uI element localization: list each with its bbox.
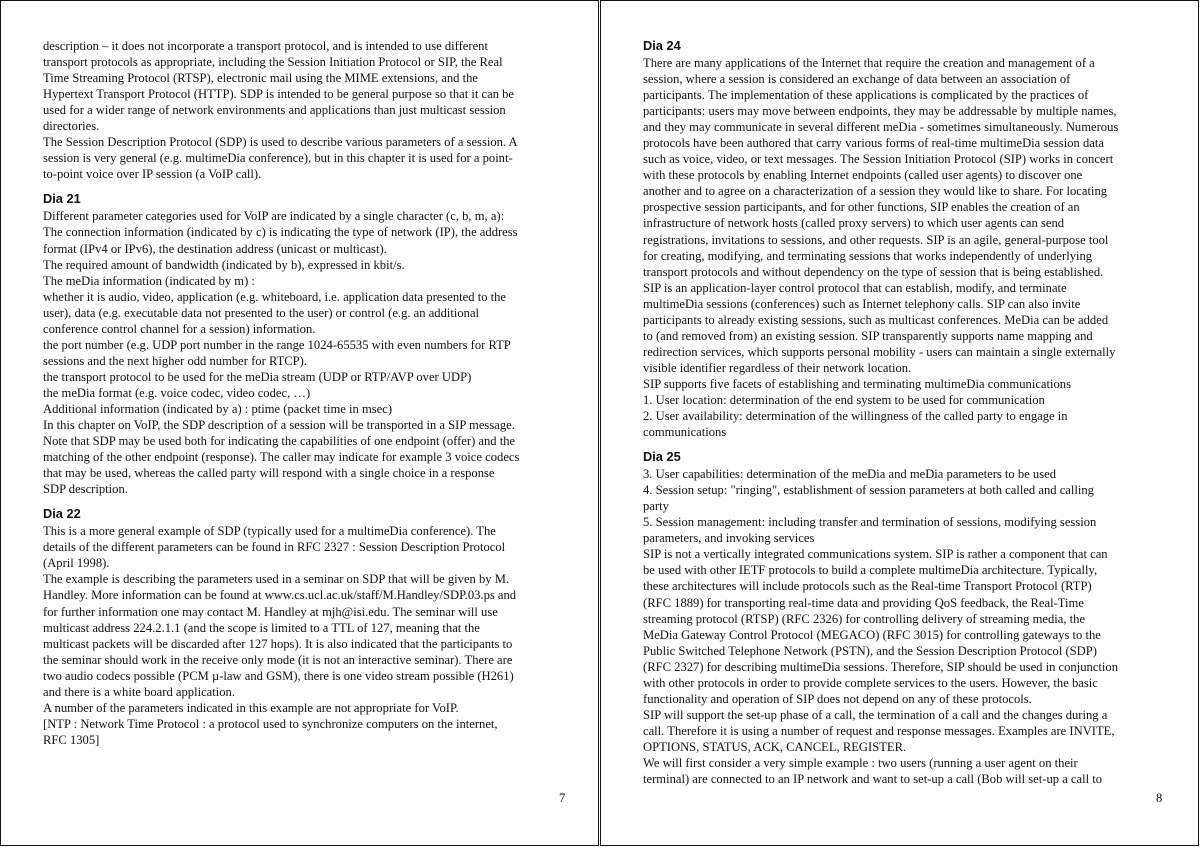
- text-line: SIP supports five facets of establishing and terminating multimeDia communications: [643, 376, 1071, 391]
- text-line: (April 1998).: [43, 556, 110, 571]
- section-heading: Dia 22: [43, 506, 81, 522]
- text-line: matching of the other endpoint (response). The caller may indicate for example 3 voice codecs: [43, 450, 520, 465]
- text-line: OPTIONS, STATUS, ACK, CANCEL, REGISTER.: [643, 739, 907, 754]
- text-line: participants: users may move between endpoints, they may be addressable by multiple names,: [643, 104, 1117, 119]
- text-line: used for a wider range of network environments and applications than just multicast session: [43, 103, 506, 118]
- text-line: terminal) are connected to an IP network and want to set-up a call (Bob will set-up a call to: [643, 772, 1103, 787]
- text-line: and there is a white board application.: [43, 684, 235, 699]
- section-heading: Dia 25: [643, 449, 681, 465]
- text-line: description – it does not incorporate a transport protocol, and is intended to use different: [43, 39, 488, 53]
- text-line: party: [643, 499, 669, 514]
- text-line: that may be used, whereas the called party will respond with a single choice in a response: [43, 466, 495, 481]
- text-line: call. Therefore it is using a number of request and response messages. Examples are INVITE,: [643, 723, 1115, 738]
- text-line: format (IPv4 or IPv6), the destination address (unicast or multicast).: [43, 241, 387, 256]
- text-line: The meDia information (indicated by m) :: [43, 273, 255, 288]
- text-line: functionality and operation of SIP does not depend on any of these protocols.: [643, 691, 1032, 706]
- text-line: 4. Session setup: "ringing", establishment of session parameters at both called and calling: [643, 483, 1094, 498]
- text-line: The example is describing the parameters used in a seminar on SDP that will be given by M.: [43, 572, 510, 587]
- text-line: A number of the parameters indicated in this example are not appropriate for VoIP.: [43, 700, 459, 715]
- text-line: Public Switched Telephone Network (PSTN), and the Session Description Protocol (SDP): [643, 643, 1097, 658]
- paragraph: [43, 38, 568, 182]
- text-line: registrations, invitations to sessions, and other requests. SIP is an agile, general-purpose tool: [643, 232, 1109, 247]
- text-line: two audio codecs possible (PCM µ-law and GSM), there is one video stream possible (H261): [43, 668, 514, 683]
- text-line: The required amount of bandwidth (indicated by b), expressed in kbit/s.: [43, 257, 405, 272]
- text-line: Time Streaming Protocol (RTSP), electronic mail using the MIME extensions, and the: [43, 71, 478, 86]
- text-line: visible identifier regardless of their network location.: [643, 360, 912, 375]
- text-line: whether it is audio, video, application (e.g. whiteboard, i.e. application data presented to the: [43, 289, 507, 304]
- text-line: transport protocols as appropriate, including the Session Initiation Protocol or SIP, the Real: [43, 55, 503, 70]
- text-line: redirection services, which supports personal mobility - users can maintain a single externally: [643, 344, 1116, 359]
- paragraph: [643, 466, 1169, 787]
- text-line: the port number (e.g. UDP port number in the range 1024-65535 with even numbers for RTP: [43, 337, 511, 352]
- text-line: such as voice, video, or text messages. The Session Initiation Protocol (SIP) works in concert: [643, 152, 1114, 167]
- text-line: multicast packets will be discarded after 127 hops). It is also indicated that the participants to: [43, 636, 513, 651]
- page-number: 7: [559, 791, 566, 805]
- text-line: The Session Description Protocol (SDP) is used to describe various parameters of a session. A: [43, 135, 518, 150]
- text-line: (RFC 2327) for describing multimeDia sessions. Therefore, SIP should be used in conjunction: [643, 659, 1119, 674]
- text-line: We will first consider a very simple example : two users (running a user agent on their: [643, 755, 1078, 770]
- text-line: SIP is an application-layer control protocol that can establish, modify, and terminate: [643, 280, 1067, 295]
- text-line: directories.: [43, 119, 100, 134]
- text-line: 3. User capabilities: determination of the meDia and meDia parameters to be used: [643, 467, 1056, 482]
- left-page: [0, 0, 599, 846]
- text-line: for further information one may contact M. Handley at mjh@isi.edu. The seminar will use: [43, 604, 498, 619]
- text-line: protocols have been authored that carry various forms of real-time multimeDia session data: [643, 136, 1104, 151]
- text-line: with these protocols by enabling Internet endpoints (called user agents) to discover one: [643, 168, 1083, 183]
- text-line: Handley. More information can be found at www.cs.ucl.ac.uk/staff/M.Handley/SDP.03.ps and: [43, 588, 517, 603]
- text-line: In this chapter on VoIP, the SDP description of a session will be transported in a SIP message.: [43, 418, 515, 433]
- text-line: Different parameter categories used for VoIP are indicated by a single character (c, b, m, a):: [43, 209, 505, 224]
- text-line: with other protocols in order to provide complete services to the users. However, the basic: [643, 675, 1098, 690]
- text-line: the meDia format (e.g. voice codec, video codec, …): [43, 385, 311, 400]
- text-line: user), data (e.g. executable data not presented to the user) or control (e.g. an additional: [43, 305, 480, 320]
- text-line: session is very general (e.g. multimeDia conference), but in this chapter it is used for a point-: [43, 151, 513, 166]
- text-line: 1. User location: determination of the end system to be used for communication: [643, 392, 1045, 407]
- text-line: RFC 1305]: [43, 732, 100, 747]
- page-number: 8: [1156, 791, 1163, 805]
- paragraph: [43, 208, 568, 497]
- paragraph: [643, 55, 1169, 440]
- text-line: 5. Session management: including transfer and termination of sessions, modifying session: [643, 515, 1097, 530]
- text-line: 2. User availability: determination of the willingness of the called party to engage in: [643, 409, 1068, 424]
- text-line: sessions and the next higher odd number for RTCP).: [43, 353, 308, 368]
- text-line: multicast address 224.2.1.1 (and the scope is limited to a TTL of 127, meaning that the: [43, 620, 480, 635]
- section-heading: Dia 21: [43, 191, 81, 207]
- text-line: conference control channel for a session) information.: [43, 321, 316, 336]
- text-line: [NTP : Network Time Protocol : a protocol used to synchronize computers on the internet,: [43, 716, 498, 731]
- text-line: Hypertext Transport Protocol (HTTP). SDP is intended to be general purpose so that it can be: [43, 87, 515, 102]
- right-page: [600, 0, 1199, 846]
- text-line: prospective session participants, and for other functions, SIP enables the creation of an: [643, 200, 1080, 215]
- left-page-text: [43, 38, 568, 748]
- text-line: SIP is not a vertically integrated communications system. SIP is rather a component that can: [643, 547, 1108, 562]
- text-line: infrastructure of network hosts (called proxy servers) to which user agents can send: [643, 216, 1065, 231]
- text-line: to-point voice over IP session (a VoIP call).: [43, 167, 262, 182]
- text-line: parameters, and invoking services: [643, 531, 815, 546]
- text-line: SDP description.: [43, 482, 128, 497]
- right-page-text: [643, 38, 1169, 787]
- text-line: participants. The implementation of these applications is complicated by the practices of: [643, 88, 1089, 103]
- text-line: Additional information (indicated by a) : ptime (packet time in msec): [43, 401, 393, 416]
- paragraph: [43, 523, 568, 748]
- text-line: transport protocols and without dependency on the type of session that is being established.: [643, 264, 1104, 279]
- text-line: Note that SDP may be used both for indicating the capabilities of one endpoint (offer) and the: [43, 434, 516, 449]
- text-line: streaming protocol (RTSP) (RFC 2326) for controlling delivery of streaming media, the: [643, 611, 1086, 626]
- text-line: participants to already existing sessions, such as multicast conferences. MeDia can be added: [643, 312, 1109, 327]
- text-line: SIP will support the set-up phase of a call, the termination of a call and the changes during a: [643, 707, 1108, 722]
- text-line: to (and removed from) an existing session. SIP transparently supports name mapping and: [643, 328, 1093, 343]
- text-line: session, where a session is considered an exchange of data between an association of: [643, 72, 1071, 87]
- text-line: There are many applications of the Internet that require the creation and management of a: [643, 56, 1095, 70]
- text-line: be used with other IETF protocols to build a complete multimeDia architecture. Typically,: [643, 563, 1098, 578]
- text-line: another and to agree on a characterization of a session they would like to share. For locating: [643, 184, 1108, 199]
- text-line: multimeDia sessions (conferences) such as Internet telephony calls. SIP can also invite: [643, 296, 1081, 311]
- text-line: This is a more general example of SDP (typically used for a multimeDia conference). The: [43, 524, 496, 539]
- text-line: these architectures will include protocols such as the Real-time Transport Protocol (RTP): [643, 579, 1092, 594]
- text-line: The connection information (indicated by c) is indicating the type of network (IP), the address: [43, 225, 518, 240]
- text-line: the transport protocol to be used for the meDia stream (UDP or RTP/AVP over UDP): [43, 369, 472, 384]
- text-line: details of the different parameters can be found in RFC 2327 : Session Description Protocol: [43, 540, 506, 555]
- section-heading: Dia 24: [643, 38, 681, 53]
- text-line: (RFC 1889) for transporting real-time data and providing QoS feedback, the Real-Time: [643, 595, 1084, 610]
- text-line: the seminar should work in the receive only mode (it is not an interactive seminar). There are: [43, 652, 513, 667]
- text-line: communications: [643, 425, 727, 440]
- text-line: and they may communicate in several different meDia - sometimes simultaneously. Numerous: [643, 120, 1119, 135]
- text-line: MeDia Gateway Control Protocol (MEGACO) (RFC 3015) for controlling gateways to the: [643, 627, 1101, 642]
- text-line: for creating, modifying, and terminating sessions that works independently of underlying: [643, 248, 1093, 263]
